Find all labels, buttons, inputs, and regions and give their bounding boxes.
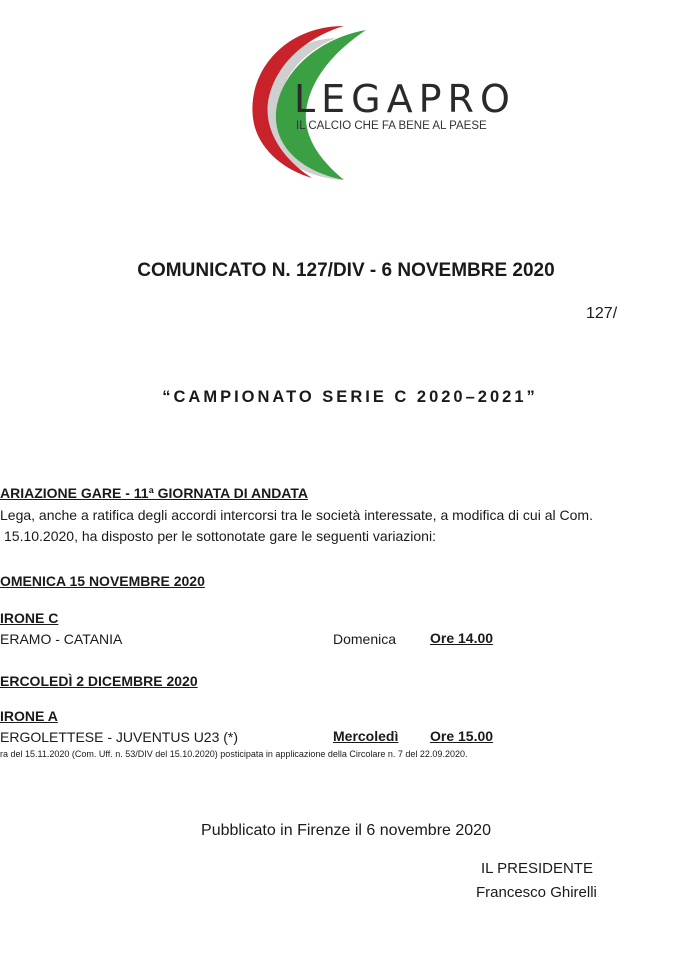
- logo-wordmark: LEGAPRO: [294, 77, 516, 121]
- match-time: Ore 14.00: [430, 630, 494, 646]
- reference-number: 127/: [586, 305, 618, 322]
- section-date: ERCOLEDÌ 2 DICEMBRE 2020: [0, 673, 198, 689]
- section-group: IRONE A: [0, 708, 58, 724]
- match-footnote: ra del 15.11.2020 (Com. Uff. n. 53/DIV del 15.10.2020) posticipata in applicazione della Circolare n. 7 del 22.09.2020.: [0, 749, 468, 759]
- logo-tagline: IL CALCIO CHE FA BENE AL PAESE: [296, 120, 487, 132]
- intro-line-1: Lega, anche a ratifica degli accordi intercorsi tra le società interessate, a modifica di cui al Com.: [0, 507, 593, 523]
- legapro-logo: [240, 20, 516, 185]
- variation-heading: ARIAZIONE GARE - 11ª GIORNATA DI ANDATA: [0, 485, 308, 501]
- match-name: ERGOLETTESE - JUVENTUS U23 (*): [0, 729, 239, 745]
- signature-role: IL PRESIDENTE: [481, 860, 593, 877]
- signature-name: Francesco Ghirelli: [476, 884, 597, 901]
- section-date: OMENICA 15 NOVEMBRE 2020: [0, 573, 205, 589]
- match-day: Mercoledì: [333, 728, 399, 744]
- section-group: IRONE C: [0, 610, 59, 626]
- published-line: Pubblicato in Firenze il 6 novembre 2020: [201, 822, 491, 839]
- match-name: ERAMO - CATANIA: [0, 631, 123, 647]
- document-title: COMUNICATO N. 127/DIV - 6 NOVEMBRE 2020: [137, 260, 555, 281]
- match-time: Ore 15.00: [430, 728, 494, 744]
- intro-line-2: 15.10.2020, ha disposto per le sottonotate gare le seguenti variazioni:: [4, 528, 436, 544]
- championship-title: “CAMPIONATO SERIE C 2020–2021”: [162, 388, 538, 406]
- match-day: Domenica: [333, 631, 397, 647]
